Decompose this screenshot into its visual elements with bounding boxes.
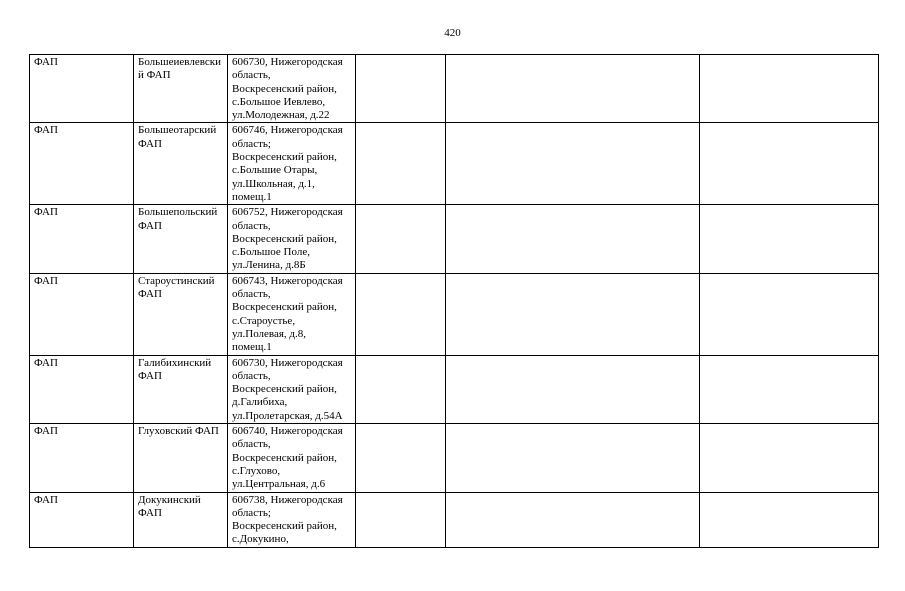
empty-cell [446,205,700,273]
name-cell: Большеиевлевский ФАП [134,55,228,123]
empty-cell [446,55,700,123]
name-cell: Староустинский ФАП [134,273,228,355]
address-cell: 606738, Нижегородская область; Воскресенский район, с.Докукино, [228,492,356,547]
address-cell: 606752, Нижегородская область, Воскресенский район, с.Большое Поле, ул.Ленина, д.8Б [228,205,356,273]
type-cell: ФАП [30,273,134,355]
empty-cell [356,205,446,273]
empty-cell [446,355,700,423]
empty-cell [356,55,446,123]
name-cell: Большеотарский ФАП [134,123,228,205]
empty-cell [356,424,446,492]
table-row [30,492,879,547]
name-cell: Глуховский ФАП [134,424,228,492]
table-row [30,355,879,423]
name-cell: Большепольский ФАП [134,205,228,273]
empty-cell [356,492,446,547]
empty-cell [700,355,879,423]
empty-cell [700,205,879,273]
empty-cell [700,55,879,123]
table-row [30,123,879,205]
type-cell: ФАП [30,424,134,492]
empty-cell [446,424,700,492]
table-row [30,205,879,273]
empty-cell [446,273,700,355]
name-cell: Докукинский ФАП [134,492,228,547]
page-number: 420 [444,27,461,39]
type-cell: ФАП [30,205,134,273]
address-cell: 606746, Нижегородская область; Воскресенский район, с.Большие Отары, ул.Школьная, д.1, помещ.1 [228,123,356,205]
empty-cell [700,424,879,492]
empty-cell [446,123,700,205]
table-row [30,55,879,123]
empty-cell [700,273,879,355]
table-row [30,273,879,355]
type-cell: ФАП [30,492,134,547]
empty-cell [356,273,446,355]
table-row [30,424,879,492]
empty-cell [356,123,446,205]
address-cell: 606730, Нижегородская область, Воскресенский район, с.Большое Иевлево, ул.Молодежная, д.22 [228,55,356,123]
address-cell: 606740, Нижегородская область, Воскресенский район, с.Глухово, ул.Центральная, д.6 [228,424,356,492]
address-cell: 606730, Нижегородская область, Воскресенский район, д.Галибиха, ул.Пролетарская, д.54А [228,355,356,423]
type-cell: ФАП [30,123,134,205]
type-cell: ФАП [30,355,134,423]
name-cell: Галибихинский ФАП [134,355,228,423]
empty-cell [356,355,446,423]
facility-table [29,54,879,548]
empty-cell [700,123,879,205]
address-cell: 606743, Нижегородская область, Воскресенский район, с.Староустье, ул.Полевая, д.8, помещ.1 [228,273,356,355]
empty-cell [446,492,700,547]
empty-cell [700,492,879,547]
type-cell: ФАП [30,55,134,123]
